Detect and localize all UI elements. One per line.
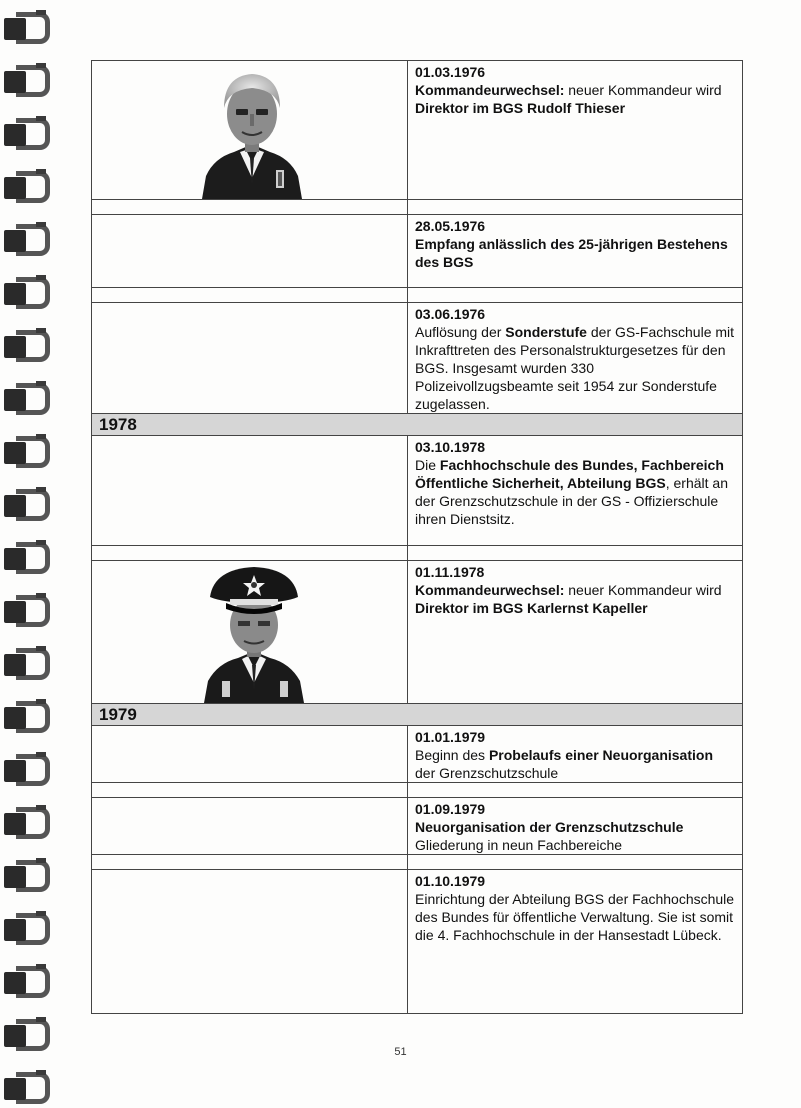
entry-text: [408, 798, 743, 855]
binding-coil: [2, 220, 52, 260]
binding-coil: [2, 8, 52, 48]
binding-coil: [2, 644, 52, 684]
entry-bold: Kommandeurwechsel:: [415, 82, 565, 98]
entry-text-part: , erhält an der Grenzschutzschule in der GS - Offizierschule ihren Dienstsitz.: [415, 475, 728, 527]
photo-cell: [92, 61, 408, 200]
entry-text: [408, 61, 743, 200]
entry-bold: Direktor im BGS Rudolf Thieser: [415, 100, 626, 116]
table-row: [92, 436, 743, 546]
binding-coil: [2, 114, 52, 154]
table-row: [92, 61, 743, 200]
empty-cell: [92, 798, 408, 855]
binding-coil: [2, 697, 52, 737]
binding-coil: [2, 326, 52, 366]
empty-cell: [92, 436, 408, 546]
entry-bold: Sonderstufe: [505, 324, 587, 340]
table-row: [92, 561, 743, 704]
entry-text: [408, 561, 743, 704]
entry-text-part: der Grenzschutzschule: [415, 765, 559, 781]
year-label: 1978: [92, 414, 743, 436]
entry-date: 01.03.1976: [415, 64, 486, 80]
binding-coil: [2, 803, 52, 843]
binding-coil: [2, 167, 52, 207]
binding-coil: [2, 61, 52, 101]
entry-text: [408, 436, 743, 546]
empty-cell: [92, 726, 408, 783]
entry-bold: Kommandeurwechsel:: [415, 582, 565, 598]
entry-date: 01.10.1979: [415, 873, 486, 889]
spacer-row: [92, 783, 743, 798]
binding-coil: [2, 432, 52, 472]
entry-bold: Fachhochschule des Bundes, Fachbereich Öffentliche Sicherheit, Abteilung BGS: [415, 457, 724, 491]
binding-coil: [2, 962, 52, 1002]
table-row: [92, 303, 743, 414]
entry-date: 01.11.1978: [415, 564, 485, 580]
entry-text-part: Die: [415, 457, 440, 473]
table-row: [92, 215, 743, 288]
entry-text: [408, 303, 743, 414]
entry-date: 03.06.1976: [415, 306, 486, 322]
entry-text-part: neuer Kommandeur wird: [564, 82, 722, 98]
entry-text-part: neuer Kommandeur wird: [564, 582, 722, 598]
binding-coil: [2, 856, 52, 896]
spacer-row: [92, 200, 743, 215]
spacer-row: [92, 855, 743, 870]
entry-date: 03.10.1978: [415, 439, 486, 455]
spacer-row: [92, 546, 743, 561]
chronology-table: [91, 60, 743, 1014]
entry-date: 28.05.1976: [415, 218, 486, 234]
entry-bold: Probelaufs einer Neuorganisation: [488, 747, 714, 763]
binding-coil: [2, 485, 52, 525]
entry-text-part: Beginn des: [415, 747, 489, 763]
year-row: [92, 414, 743, 436]
table-row: [92, 870, 743, 1014]
page-number: 51: [394, 1046, 407, 1058]
binding-coil: [2, 1068, 52, 1108]
entry-date: 01.09.1979: [415, 801, 486, 817]
entry-bold: Direktor im BGS Karlernst Kapeller: [415, 600, 648, 616]
entry-text: [408, 870, 743, 1014]
binding-coil: [2, 591, 52, 631]
empty-cell: [92, 215, 408, 288]
binding-coil: [2, 538, 52, 578]
entry-date: 01.01.1979: [415, 729, 486, 745]
binding-coil: [2, 273, 52, 313]
empty-cell: [92, 870, 408, 1014]
entry-text: [408, 726, 743, 783]
photo-cell: [92, 561, 408, 704]
entry-text-part: Einrichtung der Abteilung BGS der Fachhochschule des Bundes für öffentliche Verwaltung. Sie ist somit die 4. Fachhochschule in der Hansestadt Lübeck.: [415, 891, 735, 943]
entry-bold: Empfang anlässlich des 25-jährigen Bestehens des BGS: [415, 236, 728, 270]
binding-coil: [2, 750, 52, 790]
entry-bold: Neuorganisation der Grenzschutzschule: [415, 819, 684, 835]
empty-cell: [92, 303, 408, 414]
entry-text: [408, 215, 743, 288]
entry-text-part: Gliederung in neun Fachbereiche: [415, 837, 623, 853]
table-row: [92, 726, 743, 783]
year-label: 1979: [92, 704, 743, 726]
spiral-binding: [0, 0, 60, 1100]
portrait-photo-thieser: [202, 66, 302, 199]
entry-text-part: Auflösung der: [415, 324, 506, 340]
year-row: [92, 704, 743, 726]
binding-coil: [2, 909, 52, 949]
table-row: [92, 798, 743, 855]
spacer-row: [92, 288, 743, 303]
binding-coil: [2, 379, 52, 419]
portrait-photo-kapeller: [204, 563, 304, 703]
entry-text-part: der GS-Fachschule mit Inkrafttreten des Personalstrukturgesetzes für den BGS. Insgesamt wurden 330 Polizeivollzugsbeamte seit 1954 zur Sonderstufe zugelassen.: [415, 324, 735, 412]
